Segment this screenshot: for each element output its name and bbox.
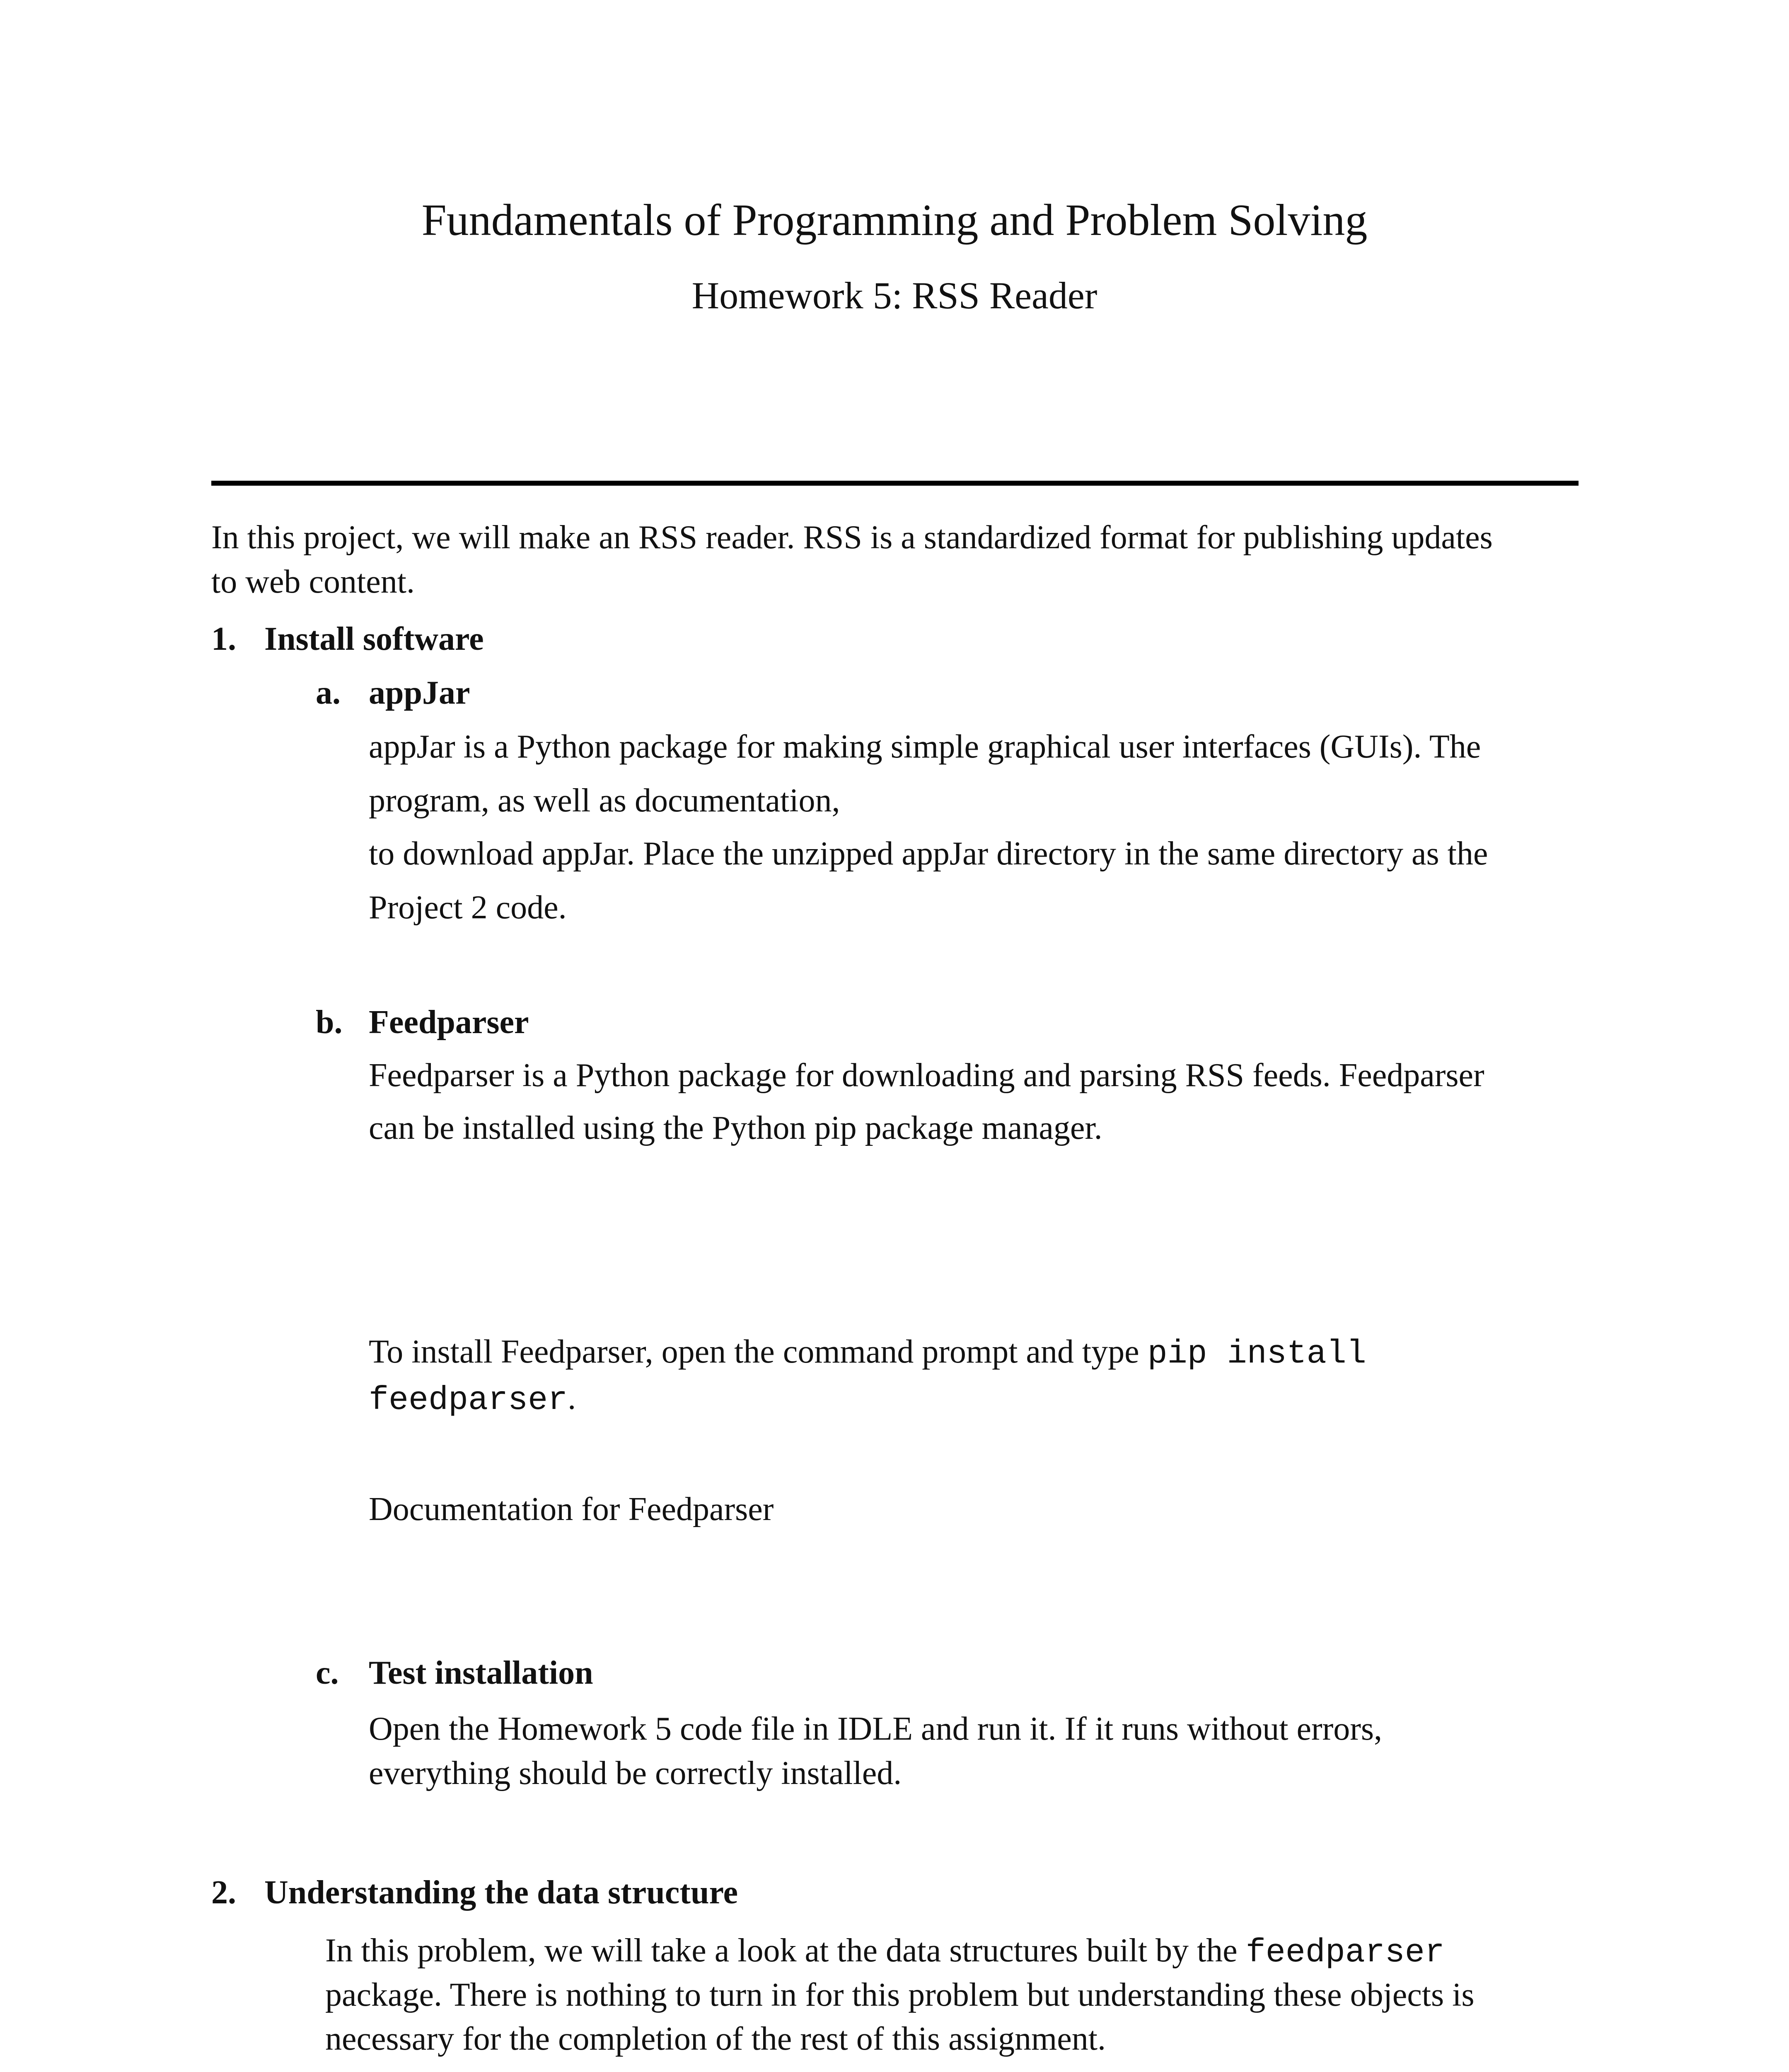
- install-command-part-1: pip install: [1147, 1335, 1366, 1373]
- section-1-number: 1.: [211, 621, 236, 657]
- section-2-heading: Understanding the data structure: [264, 1874, 738, 1911]
- item-c-letter: c.: [316, 1655, 339, 1691]
- intro-line-2: to web content.: [211, 564, 415, 600]
- intro-line-1: In this project, we will make an RSS reader. RSS is a standardized format for publishing updates: [211, 519, 1493, 556]
- install-instruction-line-2: [369, 1377, 576, 1422]
- item-c-line-2: everything should be correctly installed.: [369, 1755, 902, 1791]
- item-b-line-1: Feedparser is a Python package for downloading and parsing RSS feeds. Feedparser: [369, 1057, 1484, 1094]
- section-2-number: 2.: [211, 1874, 236, 1911]
- section-2-line-3: necessary for the completion of the rest of this assignment.: [325, 2021, 1106, 2057]
- item-c-heading: Test installation: [369, 1655, 593, 1691]
- item-a-letter: a.: [316, 675, 341, 711]
- install-instruction: [369, 1330, 1366, 1376]
- item-a-line-4: Project 2 code.: [369, 889, 567, 926]
- item-b-letter: b.: [316, 1004, 343, 1041]
- section-2-line-1-text: In this problem, we will take a look at the data structures built by the: [325, 1932, 1246, 1969]
- item-b-line-2: can be installed using the Python pip package manager.: [369, 1110, 1102, 1146]
- horizontal-rule: [211, 481, 1579, 486]
- install-text: To install Feedparser, open the command prompt and type: [369, 1334, 1148, 1370]
- section-2-line-2: package. There is nothing to turn in for this problem but understanding these objects is: [325, 1977, 1475, 2013]
- install-command-part-2: feedparser: [369, 1382, 568, 1419]
- feedparser-documentation-text: Documentation for Feedparser: [369, 1491, 774, 1527]
- item-b-heading: Feedparser: [369, 1004, 529, 1041]
- document-title: Fundamentals of Programming and Problem Solving: [421, 196, 1368, 245]
- item-a-line-1: appJar is a Python package for making simple graphical user interfaces (GUIs). The: [369, 729, 1481, 765]
- item-a-line-3: to download appJar. Place the unzipped appJar directory in the same directory as the: [369, 835, 1488, 872]
- item-a-line-2: program, as well as documentation,: [369, 782, 840, 819]
- install-end: .: [568, 1380, 576, 1416]
- item-c-line-1: Open the Homework 5 code file in IDLE and run it. If it runs without errors,: [369, 1711, 1383, 1747]
- document-subtitle: Homework 5: RSS Reader: [691, 274, 1098, 317]
- section-2-line-1: [325, 1929, 1445, 1975]
- feedparser-code: feedparser: [1245, 1934, 1445, 1972]
- item-a-heading: appJar: [369, 675, 470, 711]
- section-1-heading: Install software: [264, 621, 484, 657]
